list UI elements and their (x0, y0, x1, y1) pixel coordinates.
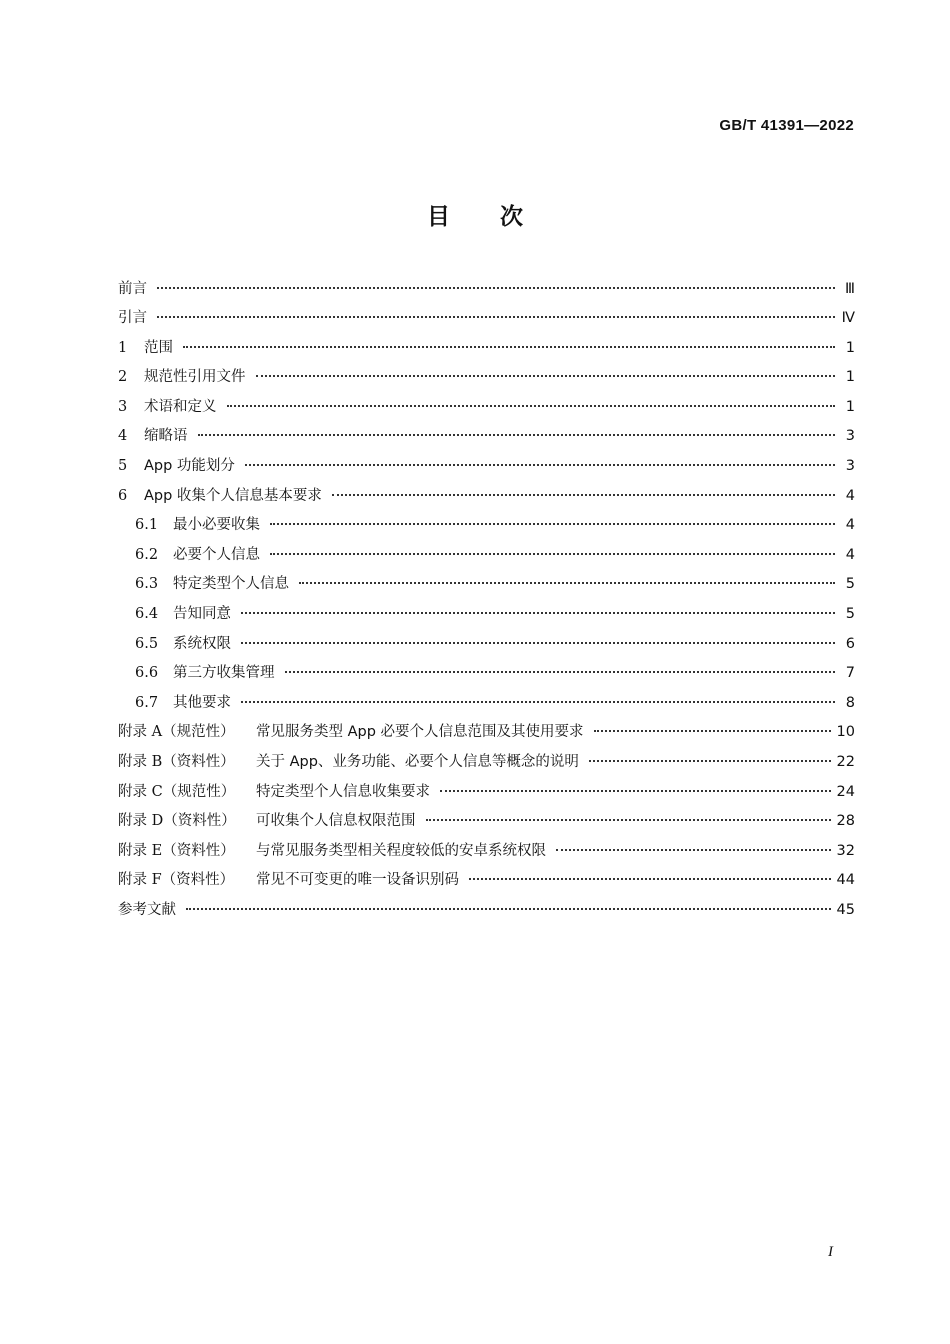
dot-leader (469, 864, 831, 881)
toc-entry-label: App 功能划分 (144, 458, 235, 475)
toc-entry-number: 附录 A（规范性） (118, 724, 235, 741)
toc-entry-number: 6.2 (135, 546, 159, 563)
toc-entry-label: 其他要求 (173, 694, 231, 711)
standard-code: GB/T 41391—2022 (719, 117, 854, 134)
toc-entry-number: 6 (118, 487, 128, 504)
toc-entry-label: 告知同意 (173, 606, 231, 623)
dot-leader (332, 479, 835, 496)
toc-entry-page: 3 (845, 458, 855, 475)
toc-entry-number: 6.6 (135, 665, 159, 682)
table-of-contents (118, 276, 855, 927)
toc-entry-label: 与常见服务类型相关程度较低的安卓系统权限 (256, 842, 546, 859)
dot-leader (227, 390, 836, 407)
toc-entry-number: 附录 B（资料性） (118, 754, 235, 770)
toc-entry-page: 4 (845, 517, 855, 534)
dot-leader (285, 657, 836, 674)
toc-entry-page: 22 (836, 754, 855, 770)
page-number: I (828, 1244, 833, 1260)
toc-entry-page: Ⅲ (845, 280, 855, 297)
toc-entry-page: 4 (845, 487, 855, 504)
dot-leader (198, 420, 836, 437)
dot-leader (245, 450, 835, 467)
toc-entry-number: 附录 C（规范性） (118, 783, 236, 800)
toc-entry-number: 2 (118, 369, 128, 386)
dot-leader (183, 331, 835, 348)
toc-entry-label: 引言 (118, 310, 147, 327)
toc-entry-label: 系统权限 (173, 635, 231, 652)
toc-entry-label: 可收集个人信息权限范围 (256, 813, 416, 830)
toc-entry-number: 5 (118, 458, 128, 475)
toc-entry-number: 6.1 (135, 517, 159, 534)
dot-leader (256, 361, 836, 378)
toc-entry-label: App 收集个人信息基本要求 (144, 487, 322, 504)
toc-entry-page: 6 (845, 635, 855, 652)
dot-leader (440, 775, 831, 792)
toc-entry-label: 最小必要收集 (173, 517, 260, 534)
dot-leader (426, 805, 831, 822)
toc-entry-number: 4 (118, 428, 128, 445)
toc-entry-page: 1 (845, 398, 855, 415)
toc-entry-page: 10 (836, 724, 855, 741)
dot-leader (589, 746, 831, 763)
toc-entry-number: 6.4 (135, 606, 159, 623)
dot-leader (270, 538, 835, 555)
toc-entry[interactable] (118, 897, 855, 927)
dot-leader (299, 568, 835, 585)
toc-entry-page: 1 (845, 339, 855, 356)
toc-entry-number: 3 (118, 398, 128, 415)
toc-entry-page: 7 (845, 665, 855, 682)
toc-entry-page: 4 (845, 546, 855, 563)
toc-entry-label: 参考文献 (118, 901, 176, 918)
toc-entry-label: 特定类型个人信息收集要求 (256, 783, 430, 800)
dot-leader (186, 893, 831, 910)
toc-entry-label: 第三方收集管理 (173, 665, 275, 682)
toc-entry-page: 1 (845, 369, 855, 386)
toc-entry-label: 关于 App、业务功能、必要个人信息等概念的说明 (256, 754, 579, 770)
toc-entry-number: 6.5 (135, 635, 159, 652)
toc-entry-page: Ⅳ (841, 310, 855, 327)
dot-leader (241, 627, 835, 644)
toc-entry-page: 45 (836, 901, 855, 918)
toc-entry-label: 规范性引用文件 (144, 369, 246, 386)
toc-entry-label: 特定类型个人信息 (173, 576, 289, 593)
toc-entry-page: 32 (836, 842, 855, 859)
toc-entry-page: 3 (845, 428, 855, 445)
dot-leader (270, 509, 835, 526)
dot-leader (241, 686, 835, 703)
toc-entry-number: 6.3 (135, 576, 159, 593)
toc-entry-page: 5 (845, 606, 855, 623)
toc-entry-label: 术语和定义 (144, 398, 217, 415)
toc-entry-page: 28 (836, 813, 855, 830)
toc-entry-number: 附录 D（资料性） (118, 813, 236, 830)
toc-entry-number: 6.7 (135, 694, 159, 711)
toc-entry-number: 附录 F（资料性） (118, 872, 235, 889)
toc-entry-page: 8 (845, 694, 855, 711)
toc-entry-label: 缩略语 (144, 428, 188, 445)
toc-entry-label: 范围 (144, 339, 173, 356)
toc-entry-page: 44 (836, 872, 855, 889)
dot-leader (594, 716, 831, 733)
toc-entry-label: 前言 (118, 280, 147, 297)
toc-entry-label: 必要个人信息 (173, 546, 260, 563)
dot-leader (241, 598, 835, 615)
dot-leader (157, 272, 835, 289)
toc-entry-number: 1 (118, 339, 128, 356)
toc-entry-label: 常见不可变更的唯一设备识别码 (256, 872, 459, 889)
toc-entry-page: 24 (836, 783, 855, 800)
dot-leader (556, 834, 831, 851)
toc-entry-number: 附录 E（资料性） (118, 842, 235, 859)
toc-entry-label: 常见服务类型 App 必要个人信息范围及其使用要求 (256, 724, 584, 741)
toc-title: 目次 (427, 204, 573, 230)
dot-leader (157, 302, 835, 319)
toc-entry-page: 5 (845, 576, 855, 593)
